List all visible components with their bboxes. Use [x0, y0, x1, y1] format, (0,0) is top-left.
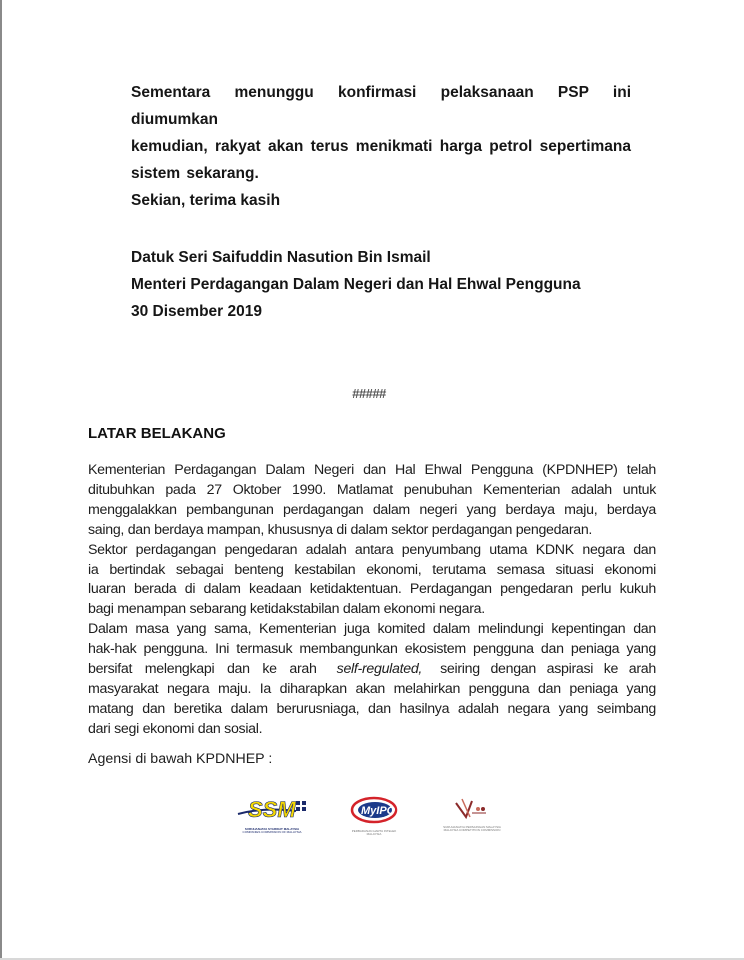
- myipo-logo: [346, 795, 402, 835]
- closing-paragraph: [131, 79, 631, 187]
- body-line: matang dan beretika dalam berurusniaga, dan hasilnya adalah negara yang seimbang: [88, 700, 656, 717]
- body-line-part: bersifat melengkapi dan ke arah: [88, 661, 330, 678]
- body-line: ditubuhkan pada 27 Oktober 1990. Matlamat penubuhan Kementerian adalah untuk: [88, 481, 656, 498]
- body-line: Dalam masa yang sama, Kementerian juga komited dalam melindungi kepentingan dan: [88, 621, 656, 638]
- body-line: Kementerian Perdagangan Dalam Negeri dan Hal Ehwal Pengguna (KPDNHEP) telah: [88, 462, 656, 478]
- myipo-logo-mark: [346, 795, 402, 825]
- mycc-caption-en: MALAYSIA COMPETITION COMMISSION: [443, 828, 501, 832]
- signature-block: [131, 244, 631, 325]
- body-line: dari segi ekonomi dan sosial.: [88, 720, 263, 737]
- agencies-label: Agensi di bawah KPDNHEP :: [88, 751, 273, 767]
- ssm-caption: SURUHANJAYA SYARIKAT MALAYSIA: [244, 827, 300, 831]
- mycc-logo: [426, 795, 518, 835]
- ssm-logo: [234, 795, 310, 835]
- body-line-with-italic: [88, 660, 656, 680]
- closing-line: Sementara menunggu konfirmasi pelaksanaan PSP ini diumumkan: [131, 84, 631, 128]
- body-line: luaran berada di dalam keadaan ketidaktentuan. Perdagangan pengedaran perlu kukuh: [88, 581, 656, 598]
- body-line: ia bertindak sebagai benteng kestabilan ekonomi, terutama semasa situasi ekonomi: [88, 561, 656, 578]
- body-line: menggalakkan pembangunan perdagangan dalam negeri yang berdaya maju, berdaya: [88, 501, 656, 518]
- body-line: Sektor perdagangan pengedaran adalah antara penyumbang utama KDNK negara dan: [88, 541, 656, 558]
- signature-date: 30 Disember 2019: [131, 303, 262, 320]
- page-left-border: [0, 0, 2, 958]
- ssm-caption-en: COMPANIES COMMISSION OF MALAYSIA: [242, 830, 302, 834]
- section-heading: LATAR BELAKANG: [88, 425, 226, 442]
- mycc-logo-mark: [426, 795, 518, 821]
- svg-text:MyIPO: MyIPO: [361, 805, 396, 817]
- body-line: bagi menampan sebarang ketidakstabilan dalam ekonomi negara.: [88, 601, 485, 618]
- mycc-caption: SURUHANJAYA PERSAINGAN MALAYSIA: [443, 825, 501, 829]
- svg-text:SSM: SSM: [248, 797, 296, 822]
- signatory-title: Menteri Perdagangan Dalam Negeri dan Hal Ehwal Pengguna: [131, 276, 581, 293]
- body-line-part: seiring dengan aspirasi ke arah: [429, 661, 656, 678]
- italic-term: self-regulated,: [336, 661, 423, 678]
- regards-text: Sekian, terima kasih: [131, 192, 281, 209]
- background-body: [88, 461, 656, 740]
- section-separator: #####: [352, 386, 386, 401]
- myipo-caption: PERBADANAN HARTA INTELEK MALAYSIA: [351, 829, 397, 836]
- closing-line: sistem sekarang.: [131, 165, 259, 182]
- body-line: masyarakat negara maju. Ia diharapkan akan melahirkan pengguna dan peniaga yang: [88, 680, 656, 697]
- closing-line: kemudian, rakyat akan terus menikmati harga petrol sepertimana: [131, 138, 631, 155]
- signatory-name: Datuk Seri Saifuddin Nasution Bin Ismail: [131, 249, 431, 266]
- ssm-logo-mark: [234, 795, 310, 823]
- body-line: hak-hak pengguna. Ini termasuk membangunkan ekosistem pengguna dan peniaga yang: [88, 641, 656, 658]
- body-line: saing, dan berdaya mampan, khususnya di dalam sektor perdagangan pengedaran.: [88, 521, 593, 538]
